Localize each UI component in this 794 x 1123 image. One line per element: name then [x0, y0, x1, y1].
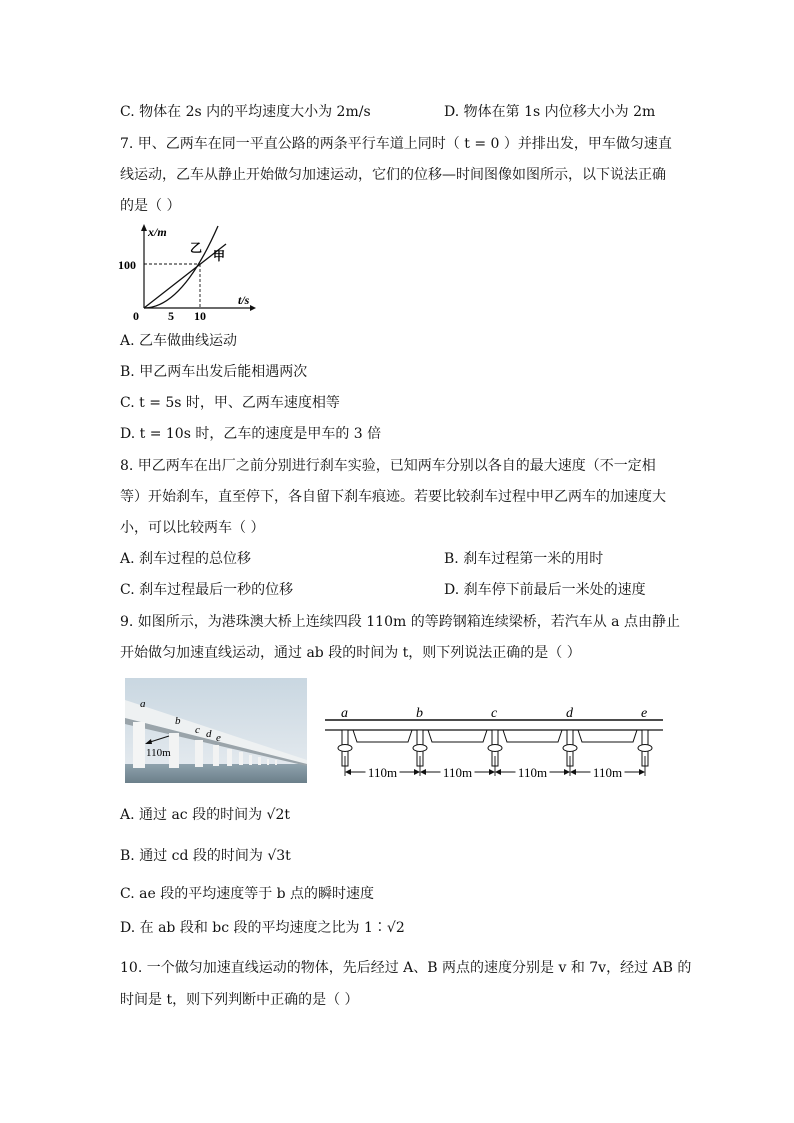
q7-stem-line3: 的是（ ）: [120, 198, 181, 214]
tick-10: 10: [194, 309, 206, 322]
q9-option-d: D. 在 ab 段和 bc 段的平均速度之比为 1∶√2: [120, 920, 405, 936]
bridge-span-diagram: [325, 706, 675, 788]
dim-arrow-r-0: [414, 769, 420, 775]
girder-1: [428, 730, 487, 742]
point-label-d: d: [566, 706, 573, 721]
tick-5: 5: [168, 309, 174, 322]
q7-option-c: C. t = 5s 时，甲、乙两车速度相等: [120, 395, 340, 411]
photo-label-e: e: [216, 732, 221, 744]
q9-option-b: B. 通过 cd 段的时间为 √3t: [120, 848, 291, 864]
y-axis-label: x/m: [148, 225, 167, 239]
q7-option-a: A. 乙车做曲线运动: [120, 333, 238, 349]
q8-option-a: A. 刹车过程的总位移: [120, 551, 252, 567]
photo-label-span: 110m: [146, 747, 171, 759]
tick-100: 100: [118, 258, 136, 272]
dim-arrow-l-1: [420, 769, 426, 775]
bearing-e: [638, 745, 652, 752]
label-jia: 甲: [213, 249, 226, 263]
q7-stem-line2: 线运动，乙车从静止开始做匀加速运动，它们的位移—时间图像如图所示，以下说法正确: [120, 167, 666, 183]
span-label-3: 110m: [592, 765, 623, 780]
x-axis-label: t/s: [238, 293, 250, 307]
photo-label-d: d: [206, 728, 212, 740]
photo-label-a: a: [140, 698, 146, 710]
dim-arrow-l-0: [345, 769, 351, 775]
label-yi: 乙: [190, 241, 203, 255]
dim-arrow-r-2: [564, 769, 570, 775]
span-label-0: 110m: [367, 765, 398, 780]
bridge-photo: [125, 678, 307, 783]
q9-option-c: C. ae 段的平均速度等于 b 点的瞬时速度: [120, 886, 375, 902]
girder-0: [353, 730, 412, 742]
q6-option-c: C. 物体在 2s 内的平均速度大小为 2m/s: [120, 104, 371, 120]
photo-label-b: b: [175, 715, 181, 727]
girder-3: [578, 730, 637, 742]
span-label-1: 110m: [442, 765, 473, 780]
point-label-a: a: [341, 706, 348, 721]
bearing-d: [563, 745, 577, 752]
point-label-e: e: [641, 706, 648, 721]
tick-origin: 0: [133, 309, 139, 322]
bearing-a: [338, 745, 352, 752]
q8-stem-line1: 8. 甲乙两车在出厂之前分别进行刹车实验，已知两车分别以各自的最大速度（不一定相: [120, 458, 656, 474]
q10-stem-line1: 10. 一个做匀加速直线运动的物体，先后经过 A、B 两点的速度分别是 v 和 7v，经过 AB 的: [120, 960, 692, 976]
point-label-b: b: [416, 706, 423, 721]
photo-label-c: c: [195, 724, 200, 736]
q8-option-d: D. 刹车停下前最后一米处的速度: [444, 582, 646, 598]
q9-option-a: A. 通过 ac 段的时间为 √2t: [120, 807, 291, 823]
girder-2: [503, 730, 562, 742]
q8-option-b: B. 刹车过程第一米的用时: [444, 551, 604, 567]
q9-stem-line1: 9. 如图所示，为港珠澳大桥上连续四段 110m 的等跨钢箱连续梁桥，若汽车从 a 点由静止: [120, 614, 680, 630]
bearing-b: [413, 745, 427, 752]
point-label-c: c: [491, 706, 498, 721]
dim-arrow-r-1: [489, 769, 495, 775]
q6-option-d: D. 物体在第 1s 内位移大小为 2m: [444, 104, 656, 120]
q10-stem-line2: 时间是 t，则下列判断中正确的是（ ）: [120, 992, 359, 1008]
q7-option-d: D. t = 10s 时，乙车的速度是甲车的 3 倍: [120, 426, 382, 442]
q8-stem-line3: 小，可以比较两车（ ）: [120, 520, 265, 536]
span-label-2: 110m: [517, 765, 548, 780]
dim-arrow-l-3: [570, 769, 576, 775]
q7-position-time-graph: [118, 222, 258, 322]
q7-option-b: B. 甲乙两车出发后能相遇两次: [120, 364, 308, 380]
q8-option-c: C. 刹车过程最后一秒的位移: [120, 582, 294, 598]
q9-stem-line2: 开始做匀加速直线运动，通过 ab 段的时间为 t，则下列说法正确的是（ ）: [120, 645, 581, 661]
q8-stem-line2: 等）开始刹车，直至停下，各自留下刹车痕迹。若要比较刹车过程中甲乙两车的加速度大: [120, 489, 666, 505]
bearing-c: [488, 745, 502, 752]
dim-arrow-l-2: [495, 769, 501, 775]
dim-arrow-r-3: [639, 769, 645, 775]
q7-stem-line1: 7. 甲、乙两车在同一平直公路的两条平行车道上同时（ t = 0 ）并排出发，甲车做匀速直: [120, 136, 672, 152]
